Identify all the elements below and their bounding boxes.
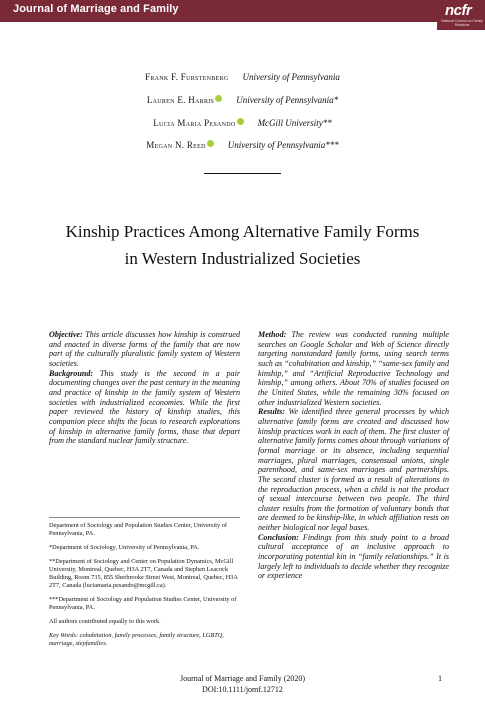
footnote: *Department of Sociology, University of Pennsylvania, PA. [49, 543, 200, 551]
objective-text: This article discusses how kinship is construed and enacted in diverse forms of the family that are now part of the culturally pluralistic family system of Western societies. [49, 330, 240, 368]
footer-citation: Journal of Marriage and Family (2020) [179, 674, 306, 683]
orcid-icon[interactable] [207, 140, 214, 147]
ncfr-logo-tagline: National Council on Family Relations [441, 19, 483, 27]
author-affiliation: University of Pennsylvania* [236, 95, 339, 105]
journal-name: Journal of Marriage and Family [13, 3, 179, 15]
method-label: Method: [258, 330, 287, 339]
conclusion-label: Conclusion: [258, 532, 299, 542]
abstract-background [49, 369, 240, 446]
abstract-column-left [49, 330, 240, 446]
author-row [0, 118, 485, 129]
author-name[interactable]: Megan N. Reed [146, 140, 206, 150]
background-label: Background: [49, 368, 94, 378]
ncfr-logo [437, 0, 485, 30]
author-row [0, 72, 485, 83]
orcid-icon[interactable] [237, 118, 244, 125]
objective-label: Objective: [49, 330, 83, 339]
abstract-results [258, 407, 449, 533]
conclusion-text: Findings from this study point to a broad cultural acceptance of an inclusive approach to incorporating potential kin in “family relationships.” It is largely left to individuals to decide whether they recognize or experience [258, 532, 449, 581]
author-affiliation: McGill University** [257, 118, 332, 128]
article-title [20, 218, 465, 272]
results-label: Results: [258, 407, 285, 417]
orcid-icon[interactable] [215, 95, 222, 102]
title-separator [204, 173, 281, 174]
title-line-2: in Western Industrialized Societies [124, 249, 361, 268]
footnote: ***Department of Sociology and Population Studies Center, University of Pennsylvania, PA. [49, 595, 237, 612]
abstract-conclusion [258, 533, 449, 581]
abstract-column-right [258, 330, 449, 581]
author-row [0, 95, 485, 106]
abstract-objective [49, 330, 240, 369]
author-affiliation: University of Pennsylvania [242, 72, 340, 82]
author-affiliation: University of Pennsylvania*** [227, 140, 339, 150]
author-row [0, 140, 485, 151]
background-text: This study is the second in a pair documenting changes over the past century in the meaning and practice of kinship in the family system of Western societies with industrialized economies. While the first paper reviewed the history of kinship studies, this companion piece shifts the focus to research explorations of kinship in alternative family forms, those that depart from the standard nuclear family structure. [49, 368, 240, 446]
footnote-rule [49, 517, 240, 518]
author-name[interactable]: Lauren E. Harris [146, 95, 215, 105]
footer-doi[interactable]: DOI:10.1111/jomf.12712 [202, 684, 283, 694]
keywords [49, 632, 241, 648]
footnote: **Department of Sociology and Center on Population Dynamics, McGill University, Montreal, Quebec, H3A 2T7, Canada and Stephen Leacock Building, Room 735, 855 Sherbrooke Street West, Montreal, Quebec, H3A 2T7, Canada (luciamaria.pesando@mcgill.ca). [49, 557, 238, 590]
author-name[interactable]: Frank F. Furstenberg [145, 72, 229, 82]
results-text: We identified three general processes by which alternative family forms are created and discussed how kinship practices work in each of them. The first cluster of alternative family forms comes about through variations of formal marriage or its absence, including sequential marriages, plural marriages, consensual unions, single parenthood, and same-sex marriages and partnerships. The second cluster is formed as a result of alterations in the reproduction process, when a child is not the product of sexual intercourse between two people. The third cluster results from the formation of voluntary bonds that are deemed to be kinship-like, in which affiliation rests on neither biological nor legal bases. [258, 407, 450, 533]
page-number: 1 [438, 674, 442, 683]
journal-masthead [0, 0, 485, 22]
footnote: Department of Sociology and Population Studies Center, University of Pennsylvania, PA. [49, 522, 227, 538]
keywords-label: Key Words: [49, 631, 79, 639]
abstract-method [258, 330, 449, 407]
footnote: All authors contributed equally to this work. [49, 617, 161, 625]
title-line-1: Kinship Practices Among Alternative Family Forms [65, 222, 420, 241]
page-footer [0, 674, 485, 695]
footnotes [49, 522, 241, 653]
author-name[interactable]: Lucia Maria Pesando [153, 118, 236, 128]
method-text: The review was conducted running multiple searches on Google Scholar and Web of Science directly targeting nonstandard family forms, using search terms such as “cohabitation and kinship,” “same-sex family and kinship,” and “Artificial Reproductive Technology and kinship,” among others. About 70% of studies focused on the United States, while the remaining 30% focused on other industrialized Western societies. [258, 330, 449, 407]
keywords-text: cohabitation, family processes, family structure, LGBTQ, marriage, stepfamilies. [49, 631, 224, 647]
ncfr-logo-text: ncfr [445, 2, 472, 19]
